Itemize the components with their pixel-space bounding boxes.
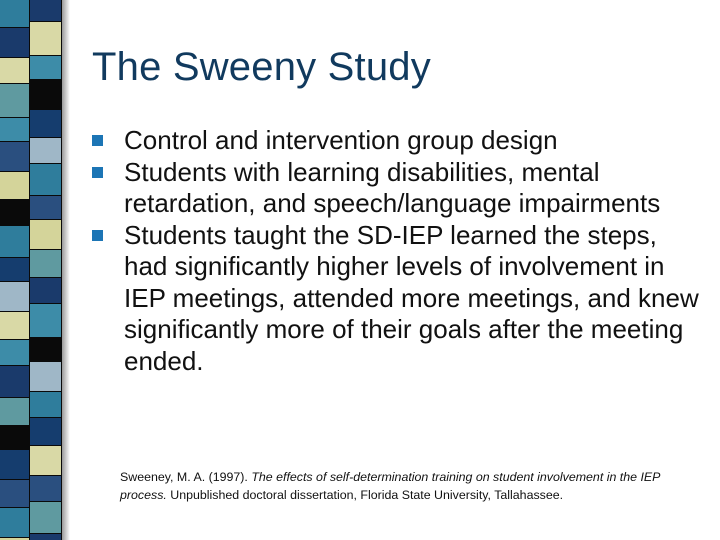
- decorative-tile: [0, 84, 30, 118]
- decorative-tile: [0, 172, 30, 200]
- decorative-tile: [30, 392, 62, 418]
- decorative-tile: [30, 164, 62, 196]
- decorative-tile: [30, 278, 62, 304]
- decorative-tile: [30, 446, 62, 476]
- decorative-tile: [30, 250, 62, 278]
- decorative-tile: [0, 226, 30, 258]
- decorative-tile: [0, 312, 30, 340]
- bullet-text: Students with learning disabilities, mental retardation, and speech/language impairments: [124, 156, 661, 218]
- decorative-tile: [0, 480, 30, 508]
- decorative-tile: [0, 426, 30, 450]
- citation: [120, 469, 660, 504]
- decorative-tile: [0, 118, 30, 142]
- bullet-text: Control and intervention group design: [124, 125, 558, 155]
- decorative-tile: [0, 258, 30, 282]
- square-bullet-icon: [92, 230, 103, 241]
- bullet-item: [92, 157, 707, 220]
- square-bullet-icon: [92, 167, 103, 178]
- decorative-tile: [30, 22, 62, 56]
- bullet-item: [92, 220, 707, 378]
- decorative-tile: [0, 0, 30, 28]
- decorative-tile: [30, 56, 62, 80]
- decorative-tile: [0, 508, 30, 538]
- bullet-list: [92, 125, 707, 377]
- square-bullet-icon: [92, 135, 103, 146]
- decorative-tile: [30, 110, 62, 138]
- decorative-tile: [0, 28, 30, 58]
- decorative-tile: [30, 304, 62, 338]
- decorative-tile: [0, 366, 30, 398]
- decorative-tile: [30, 362, 62, 392]
- decorative-tile: [30, 220, 62, 250]
- citation-details: Unpublished doctoral dissertation, Florida State University, Tallahassee.: [166, 487, 564, 502]
- decorative-tile: [30, 138, 62, 164]
- decorative-tile: [30, 338, 62, 362]
- decorative-tile: [0, 142, 30, 172]
- citation-title: The effects of self-determination training on student involvement in the IEP process.: [120, 470, 660, 502]
- decorative-tile: [0, 282, 30, 312]
- decorative-tile: [30, 196, 62, 220]
- decorative-tile: [0, 58, 30, 84]
- decorative-tile: [30, 476, 62, 502]
- strip-shadow: [62, 0, 70, 540]
- citation-authors: Sweeney, M. A. (1997).: [120, 470, 252, 484]
- decorative-tile: [30, 0, 62, 22]
- decorative-tile: [0, 450, 30, 480]
- bullet-item: [92, 125, 707, 157]
- slide-title: The Sweeny Study: [92, 45, 431, 89]
- decorative-tile: [0, 340, 30, 366]
- decorative-tile: [0, 200, 30, 226]
- decorative-tile: [30, 80, 62, 110]
- decorative-tile: [0, 398, 30, 426]
- decorative-tile: [30, 418, 62, 446]
- decorative-tile-strip: [0, 0, 62, 540]
- decorative-tile: [30, 502, 62, 534]
- bullet-text: Students taught the SD-IEP learned the steps, had significantly higher levels of involvement in IEP meetings, attended more meetings, and knew significantly more of their goals after the meeting ended.: [124, 219, 699, 376]
- decorative-tile: [30, 534, 62, 540]
